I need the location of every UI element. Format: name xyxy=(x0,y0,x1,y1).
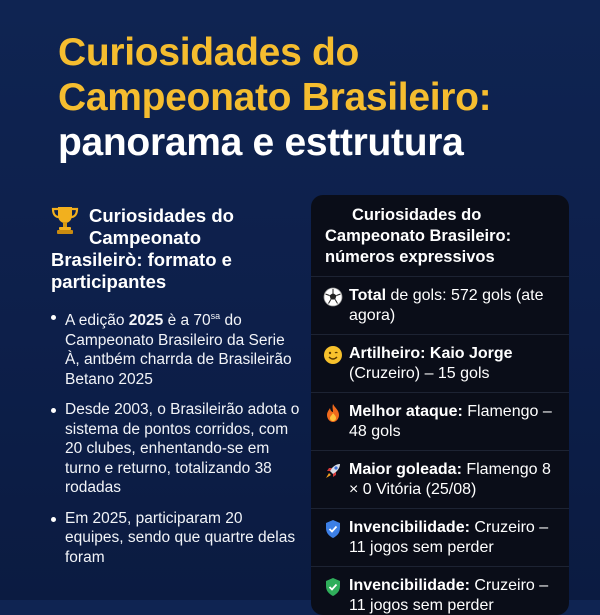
shield-check-green-icon xyxy=(323,577,343,597)
stats-heading-line-3: números expressivos xyxy=(325,248,495,266)
title-line-2: Campeonato Brasileiro: xyxy=(58,76,492,119)
stat-label: Invencibilidade: xyxy=(349,577,470,594)
stat-top-scorer xyxy=(311,335,569,393)
stat-value: Flamengo 8 × 0 Vitória (25/08) xyxy=(349,461,551,498)
stat-value: (Cruzeiro) – 15 gols xyxy=(349,365,490,382)
list-item-year: 2025 xyxy=(128,312,164,330)
list-item xyxy=(51,307,301,389)
page-title xyxy=(58,30,588,165)
format-list xyxy=(51,307,301,567)
format-heading xyxy=(51,205,301,293)
format-section xyxy=(51,205,301,578)
rocket-icon xyxy=(323,461,343,481)
title-line-3: panorama e esttrutura xyxy=(58,121,464,164)
fire-icon xyxy=(323,403,343,423)
stat-label: Maior goleada: xyxy=(349,461,462,478)
format-heading-line-3: Brasileirò: formato e xyxy=(51,249,232,270)
smiling-face-icon xyxy=(323,345,343,365)
stat-label: Total xyxy=(349,287,387,304)
stat-total-goals xyxy=(311,277,569,335)
stat-value: Flamengo – 48 gols xyxy=(349,403,552,440)
shield-check-blue-icon xyxy=(323,519,343,539)
stats-heading-line-2: Campeonato Brasileiro: xyxy=(325,227,512,245)
trophy-icon xyxy=(51,205,79,235)
stat-unbeaten-run xyxy=(311,509,569,567)
stat-value: Cruzeiro – 11 jogos sem perder xyxy=(349,519,549,556)
stats-heading xyxy=(311,195,569,277)
list-item-text: do Campeonato Brasileiro da Serie À, antbém charrda de Brasileirão Betano 2025 xyxy=(65,312,292,388)
title-line-1: Curiosidades do xyxy=(58,31,360,74)
list-item xyxy=(51,509,301,568)
stats-heading-line-1: Curiosidades do xyxy=(352,206,482,224)
format-heading-line-2: Campeonato xyxy=(89,227,202,248)
stat-unbeaten-run-2 xyxy=(311,567,569,615)
list-item-text: Desde 2003, o Brasileirão adota o sistema de pontos corridos, com 20 clubes, enhentando-se em turno e returno, totalizando 38 rodadas xyxy=(65,401,300,497)
stat-label: Artilheiro: Kaio Jorge xyxy=(349,345,513,362)
stat-biggest-win xyxy=(311,451,569,509)
list-item xyxy=(51,400,301,498)
soccer-ball-icon xyxy=(323,287,343,307)
stat-label: Melhor ataque: xyxy=(349,403,463,420)
stats-panel xyxy=(311,195,569,615)
format-heading-line-4: participantes xyxy=(51,271,167,292)
stat-value: de gols: 572 gols (ate agora) xyxy=(349,287,544,324)
list-item-text: Em 2025, participaram 20 equipes, sendo que quartre delas foram xyxy=(65,509,296,566)
stat-best-attack xyxy=(311,393,569,451)
stat-value: Cruzeiro – 11 jogos sem perder xyxy=(349,577,549,614)
list-item-superscript: sa xyxy=(210,311,221,321)
stat-label: Invencibilidade: xyxy=(349,519,470,536)
list-item-text: è a 70 xyxy=(163,312,211,330)
format-heading-line-1: Curiosidades do xyxy=(89,205,234,226)
list-item-text: A edição xyxy=(65,312,129,330)
